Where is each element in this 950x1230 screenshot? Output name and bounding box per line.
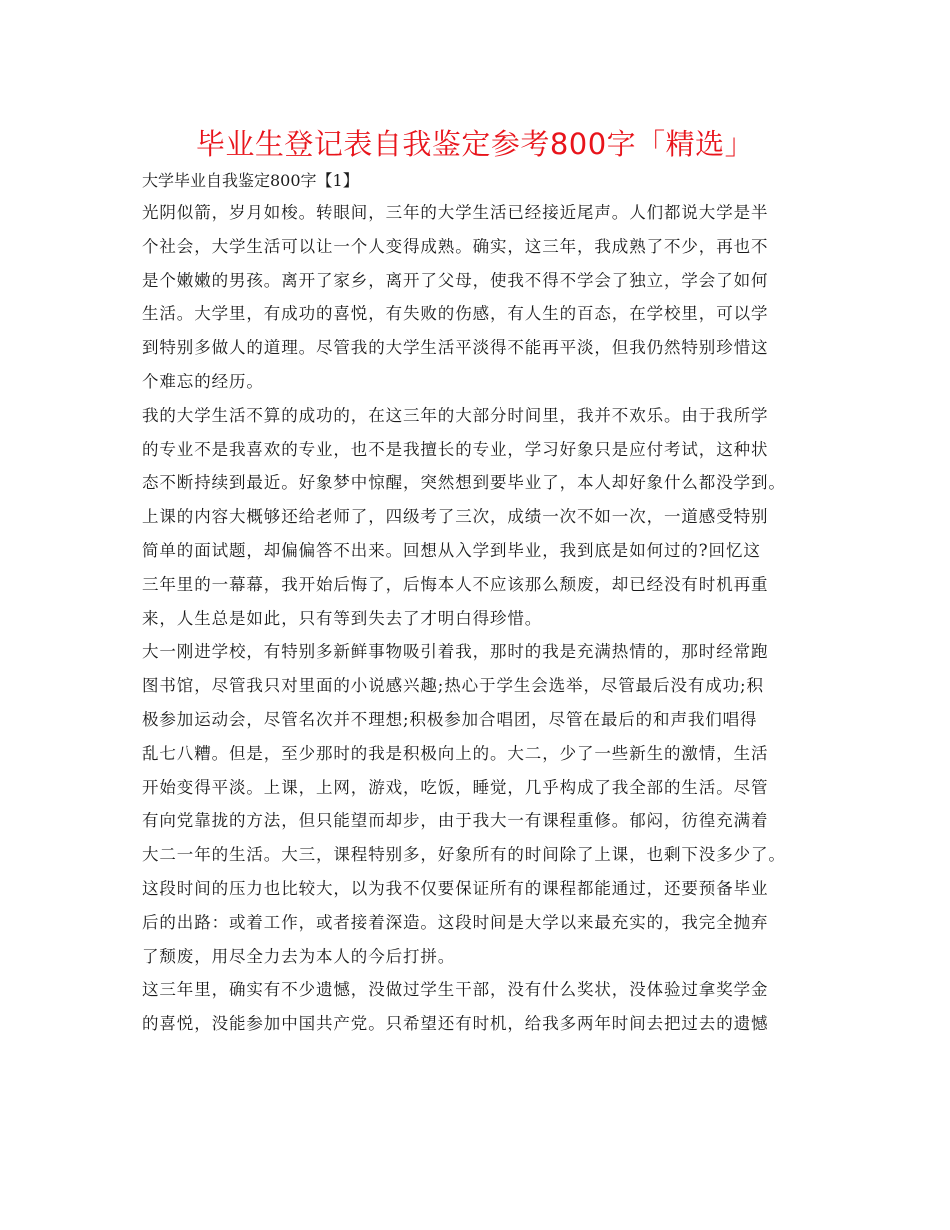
text-line: 这段时间的压力也比较大，以为我不仅要保证所有的课程都能通过，还要预备毕业 (142, 878, 769, 898)
text-line: 有向党靠拢的方法，但只能望而却步，由于我大一有课程重修。郁闷，彷徨充满着 (142, 811, 769, 831)
text-line: 大二一年的生活。大三，课程特别多，好象所有的时间除了上课，也剩下没多少了。 (142, 845, 786, 865)
text-line: 三年里的一幕幕，我开始后悔了，后悔本人不应该那么颓废，却已经没有时机再重 (142, 574, 769, 594)
text-line: 大一刚进学校，有特别多新鲜事物吸引着我，那时的我是充满热情的，那时经常跑 (142, 642, 769, 662)
document-body (142, 201, 822, 1046)
text-line: 图书馆，尽管我只对里面的小说感兴趣;热心于学生会选举，尽管最后没有成功;积 (142, 676, 764, 696)
text-line: 生活。大学里，有成功的喜悦，有失败的伤感，有人生的百态，在学校里，可以学 (142, 304, 769, 324)
text-line: 乱七八糟。但是，至少那时的我是积极向上的。大二，少了一些新生的激情，生活 (142, 743, 769, 763)
text-line: 个社会，大学生活可以让一个人变得成熟。确实，这三年，我成熟了不少，再也不 (142, 236, 769, 256)
text-line: 简单的面试题，却偏偏答不出来。回想从入学到毕业，我到底是如何过的?回忆这 (142, 540, 761, 560)
section-heading: 大学毕业自我鉴定800字【1】 (142, 171, 359, 190)
text-line: 态不断持续到最近。好象梦中惊醒，突然想到要毕业了，本人却好象什么都没学到。 (142, 473, 786, 493)
text-line: 到特别多做人的道理。尽管我的大学生活平淡得不能再平淡，但我仍然特别珍惜这 (142, 338, 769, 358)
text-line: 来，人生总是如此，只有等到失去了才明白得珍惜。 (142, 608, 543, 628)
text-line: 后的出路：或着工作，或者接着深造。这段时间是大学以来最充实的，我完全抛弃 (142, 912, 769, 932)
text-line: 是个嫩嫩的男孩。离开了家乡，离开了父母，使我不得不学会了独立，学会了如何 (142, 270, 769, 290)
document-title: 毕业生登记表自我鉴定参考800字「精选」 (195, 127, 755, 161)
text-line: 开始变得平淡。上课，上网，游戏，吃饭，睡觉，几乎构成了我全部的生活。尽管 (142, 777, 769, 797)
text-line: 的专业不是我喜欢的专业，也不是我擅长的专业，学习好象只是应付考试，这种状 (142, 439, 769, 459)
text-line: 极参加运动会，尽管名次并不理想;积极参加合唱团，尽管在最后的和声我们唱得 (142, 709, 758, 729)
text-line: 了颓废，用尽全力去为本人的今后打拼。 (142, 946, 456, 966)
text-line: 我的大学生活不算的成功的，在这三年的大部分时间里，我并不欢乐。由于我所学 (142, 405, 769, 425)
text-line: 光阴似箭，岁月如梭。转眼间，三年的大学生活已经接近尾声。人们都说大学是半 (142, 203, 769, 222)
text-line: 的喜悦，没能参加中国共产党。只希望还有时机，给我多两年时间去把过去的遗憾 (142, 1014, 769, 1034)
text-line: 这三年里，确实有不少遗憾，没做过学生干部，没有什么奖状，没体验过拿奖学金 (142, 980, 769, 1000)
text-line: 个难忘的经历。 (142, 371, 264, 391)
text-line: 上课的内容大概够还给老师了，四级考了三次，成绩一次不如一次，一道感受特别 (142, 507, 769, 527)
